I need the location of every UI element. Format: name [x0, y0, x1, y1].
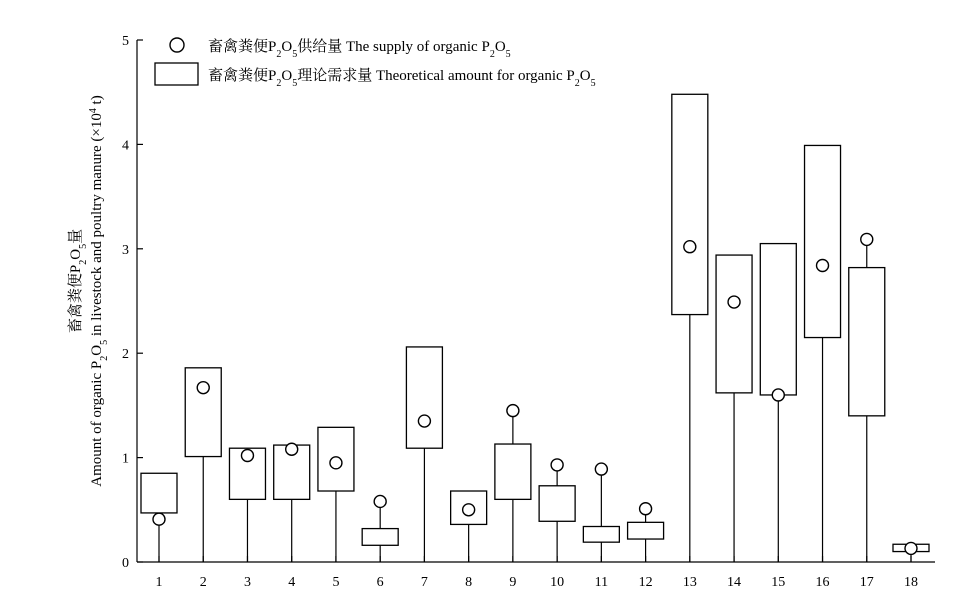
label-part: 5 — [77, 243, 89, 249]
supply-point — [418, 415, 430, 427]
supply-point — [507, 405, 519, 417]
y-axis-label — [66, 95, 110, 486]
y-tick-label: 1 — [122, 451, 129, 467]
supply-point — [817, 260, 829, 272]
y-axis-label-en — [88, 95, 110, 486]
theoretical-box — [672, 94, 708, 314]
theoretical-box — [716, 255, 752, 393]
y-tick-label: 2 — [122, 347, 129, 363]
legend-theoretical-label — [208, 66, 596, 89]
x-tick-label: 18 — [904, 575, 918, 590]
x-tick-label: 16 — [815, 575, 830, 590]
supply-point — [197, 382, 209, 394]
x-tick-label: 12 — [638, 575, 653, 590]
theoretical-box — [583, 527, 619, 543]
y-axis-label-cn — [66, 229, 89, 333]
supply-point — [241, 450, 253, 462]
legend — [155, 37, 596, 89]
theoretical-box — [628, 522, 664, 539]
legend-circle-marker — [170, 38, 184, 52]
x-tick-label: 17 — [859, 575, 874, 590]
label-part: O — [68, 248, 84, 260]
label-part: 量 — [68, 228, 84, 244]
chart-marks — [141, 94, 929, 562]
label-part: O — [89, 344, 105, 356]
label-part: O — [281, 39, 293, 55]
x-tick-label: 14 — [727, 575, 742, 590]
supply-point — [772, 389, 784, 401]
y-tick-label: 3 — [122, 242, 129, 258]
supply-point — [595, 463, 607, 475]
x-tick-label: 5 — [332, 575, 340, 590]
label-part: 2 — [276, 48, 282, 60]
theoretical-box — [141, 473, 177, 513]
supply-point — [905, 542, 917, 554]
x-tick-label: 9 — [509, 575, 517, 590]
x-tick-label: 4 — [288, 575, 296, 590]
label-part: 畜禽粪便P — [68, 264, 84, 334]
label-part: 畜禽粪便P — [208, 39, 277, 55]
supply-point — [286, 443, 298, 455]
supply-point — [463, 504, 475, 516]
label-part: 2 — [276, 77, 282, 89]
x-tick-label: 3 — [243, 575, 251, 590]
supply-point — [330, 457, 342, 469]
x-tick-label: 13 — [682, 575, 697, 590]
supply-point — [640, 503, 652, 515]
y-tick-label: 5 — [122, 34, 129, 49]
label-part: t) — [89, 95, 105, 109]
x-tick-label: 7 — [420, 575, 428, 590]
label-part: 2 — [489, 48, 495, 60]
label-part: 畜禽粪便P — [208, 68, 277, 84]
label-part: 5 — [590, 77, 596, 89]
legend-box-marker — [155, 63, 198, 85]
label-part: 理论需求量 Theoretical amount for organic P — [297, 68, 575, 84]
label-part: 2 — [98, 355, 110, 361]
theoretical-box — [539, 486, 575, 521]
label-part: 5 — [98, 339, 110, 345]
label-part: 5 — [505, 48, 511, 60]
supply-point — [861, 233, 873, 245]
theoretical-box — [760, 244, 796, 395]
y-tick-label: 0 — [122, 556, 129, 571]
legend-supply-label — [208, 37, 511, 60]
x-tick-label: 1 — [155, 575, 163, 590]
label-part: 4 — [87, 108, 99, 114]
theoretical-box — [406, 347, 442, 448]
y-tick-label: 4 — [122, 138, 129, 154]
supply-point — [551, 459, 563, 471]
theoretical-box — [805, 145, 841, 337]
label-part: in livestock and poultry manure (×10 — [89, 113, 105, 340]
x-tick-label: 10 — [550, 575, 565, 590]
theoretical-box — [495, 444, 531, 499]
supply-point — [684, 241, 696, 253]
label-part: 5 — [292, 77, 298, 89]
x-tick-label: 11 — [594, 575, 609, 590]
supply-point — [374, 495, 386, 507]
label-part: 供给量 The supply of organic P — [297, 39, 490, 55]
supply-point — [728, 296, 740, 308]
label-part: 2 — [77, 259, 89, 265]
label-part: O — [494, 39, 506, 55]
theoretical-box — [849, 268, 885, 416]
label-part: 2 — [574, 77, 580, 89]
x-tick-label: 15 — [771, 575, 786, 590]
label-part: O — [579, 68, 591, 84]
label-part: 5 — [292, 48, 298, 60]
label-part: O — [281, 68, 293, 84]
supply-point — [153, 513, 165, 525]
x-tick-label: 8 — [465, 575, 473, 590]
x-tick-label: 6 — [376, 575, 384, 590]
x-tick-label: 2 — [199, 575, 207, 590]
theoretical-box — [362, 529, 398, 546]
label-part: Amount of organic P — [89, 360, 105, 487]
